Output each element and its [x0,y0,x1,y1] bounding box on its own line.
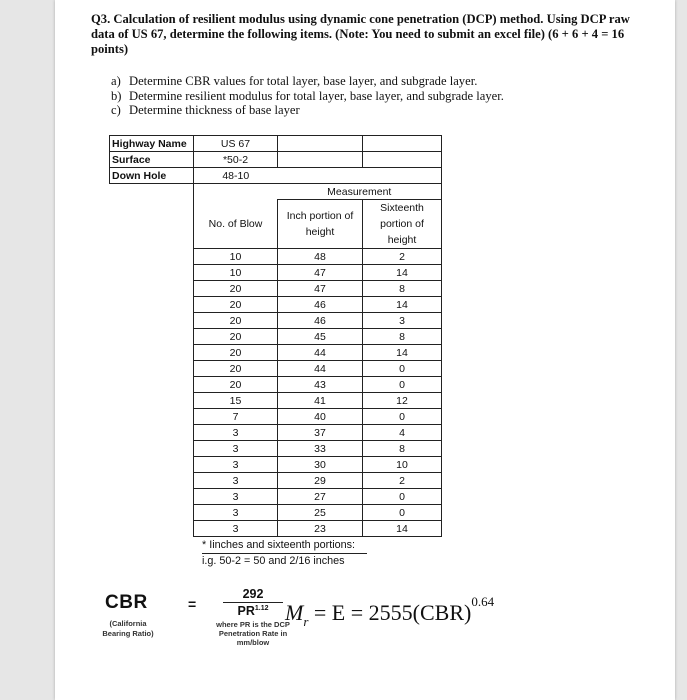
surface-label: Surface [110,152,194,168]
table-row [110,265,442,281]
col-header-inch: Inch portion of height [278,200,363,249]
highway-label: Highway Name [110,136,194,152]
table-row [110,393,442,409]
blow-count-cell: 7 [194,409,278,425]
highway-value: US 67 [194,136,278,152]
document-page [55,0,675,700]
question-text: Q3. Calculation of resilient modulus using dynamic cone penetration (DCP) method. Using DCP raw data of US 67, determine the following items. (Note: You need to submit an excel file) (6 + 6 + 4 = 16 points) [91,12,630,56]
info-row-hole [110,168,442,184]
blow-count-cell: 20 [194,377,278,393]
blow-count-cell: 3 [194,441,278,457]
formula-exponent: 0.64 [471,594,495,609]
formula-body: = E = 2555(CBR) [308,600,472,625]
table-row [110,489,442,505]
blow-count-cell: 3 [194,457,278,473]
inch-cell: 41 [278,393,363,409]
inch-cell: 33 [278,441,363,457]
pr-note: where PR is the DCP Penetration Rate in mm/blow [216,620,290,647]
inch-cell: 30 [278,457,363,473]
inch-cell: 27 [278,489,363,505]
inch-cell: 46 [278,297,363,313]
table-row [110,441,442,457]
table-row [110,425,442,441]
table-row [110,457,442,473]
cbr-equals: = [188,596,197,612]
inch-cell: 29 [278,473,363,489]
table-row [110,297,442,313]
surface-value: *50-2 [194,152,278,168]
inch-cell: 44 [278,345,363,361]
sixteenth-cell: 0 [363,505,442,521]
task-item: a) Determine CBR values for total layer, base layer, and subgrade layer. [111,74,478,88]
sixteenth-cell: 8 [363,329,442,345]
sixteenth-cell: 14 [363,297,442,313]
blow-count-cell: 15 [194,393,278,409]
inch-cell: 40 [278,409,363,425]
sixteenth-cell: 12 [363,393,442,409]
sixteenth-cell: 0 [363,489,442,505]
table-row [110,505,442,521]
blow-count-cell: 20 [194,281,278,297]
table-row [110,249,442,265]
table-row [110,409,442,425]
sixteenth-cell: 0 [363,377,442,393]
table-row [110,521,442,537]
sixteenth-cell: 14 [363,345,442,361]
blow-count-cell: 10 [194,265,278,281]
table-row [110,281,442,297]
blow-count-cell: 20 [194,297,278,313]
inch-cell: 44 [278,361,363,377]
col-header-blow: No. of Blow [194,200,278,249]
cbr-label: CBR [105,592,148,613]
question-heading [91,12,651,57]
cbr-fraction [223,587,283,618]
sixteenth-cell: 0 [363,409,442,425]
blow-count-cell: 10 [194,249,278,265]
inch-cell: 43 [278,377,363,393]
sixteenth-cell: 10 [363,457,442,473]
blow-count-cell: 20 [194,313,278,329]
table-note [202,538,367,569]
note-line-2: i.g. 50-2 = 50 and 2/16 inches [202,555,345,567]
info-row-highway [110,136,442,152]
blow-count-cell: 3 [194,521,278,537]
blow-count-cell: 3 [194,505,278,521]
blow-count-cell: 20 [194,361,278,377]
inch-cell: 47 [278,281,363,297]
note-line-1: * Iinches and sixteenth portions: [202,538,367,554]
blow-count-cell: 3 [194,425,278,441]
hole-value: 48-10 [194,168,278,184]
table-row [110,377,442,393]
inch-cell: 23 [278,521,363,537]
info-row-surface [110,152,442,168]
cbr-denominator: $PR^{1.12}$ [237,604,269,618]
sixteenth-cell: 2 [363,473,442,489]
table-row [110,313,442,329]
table-row [110,361,442,377]
formula-lhs-sub: r [303,614,309,629]
sixteenth-cell: 0 [363,361,442,377]
table-row [110,345,442,361]
sixteenth-cell: 2 [363,249,442,265]
sixteenth-cell: 14 [363,521,442,537]
blow-count-cell: 3 [194,489,278,505]
inch-cell: 25 [278,505,363,521]
inch-cell: 48 [278,249,363,265]
blow-count-cell: 20 [194,345,278,361]
sixteenth-cell: 3 [363,313,442,329]
sixteenth-cell: 8 [363,441,442,457]
table-row [110,473,442,489]
table-row [110,329,442,345]
inch-cell: 46 [278,313,363,329]
inch-cell: 37 [278,425,363,441]
sixteenth-cell: 4 [363,425,442,441]
dcp-data-table [109,135,442,537]
resilient-modulus-formula [285,594,495,629]
blow-count-cell: 3 [194,473,278,489]
hole-label: Down Hole [110,168,194,184]
blow-count-cell: 20 [194,329,278,345]
cbr-subtitle: (California Bearing Ratio) [102,619,154,638]
task-item: b) Determine resilient modulus for total layer, base layer, and subgrade layer. [111,88,504,103]
inch-cell: 47 [278,265,363,281]
task-item: c) Determine thickness of base layer [111,103,300,117]
measurement-header: Measurement [278,184,442,200]
cbr-numerator: 292 [223,587,283,603]
formula-lhs: M [285,600,304,625]
sixteenth-cell: 8 [363,281,442,297]
col-header-sixteenth: Sixteenth portion of height [363,200,442,249]
inch-cell: 45 [278,329,363,345]
cbr-exponent: 1.12 [254,604,269,612]
task-list [111,74,504,118]
sixteenth-cell: 14 [363,265,442,281]
